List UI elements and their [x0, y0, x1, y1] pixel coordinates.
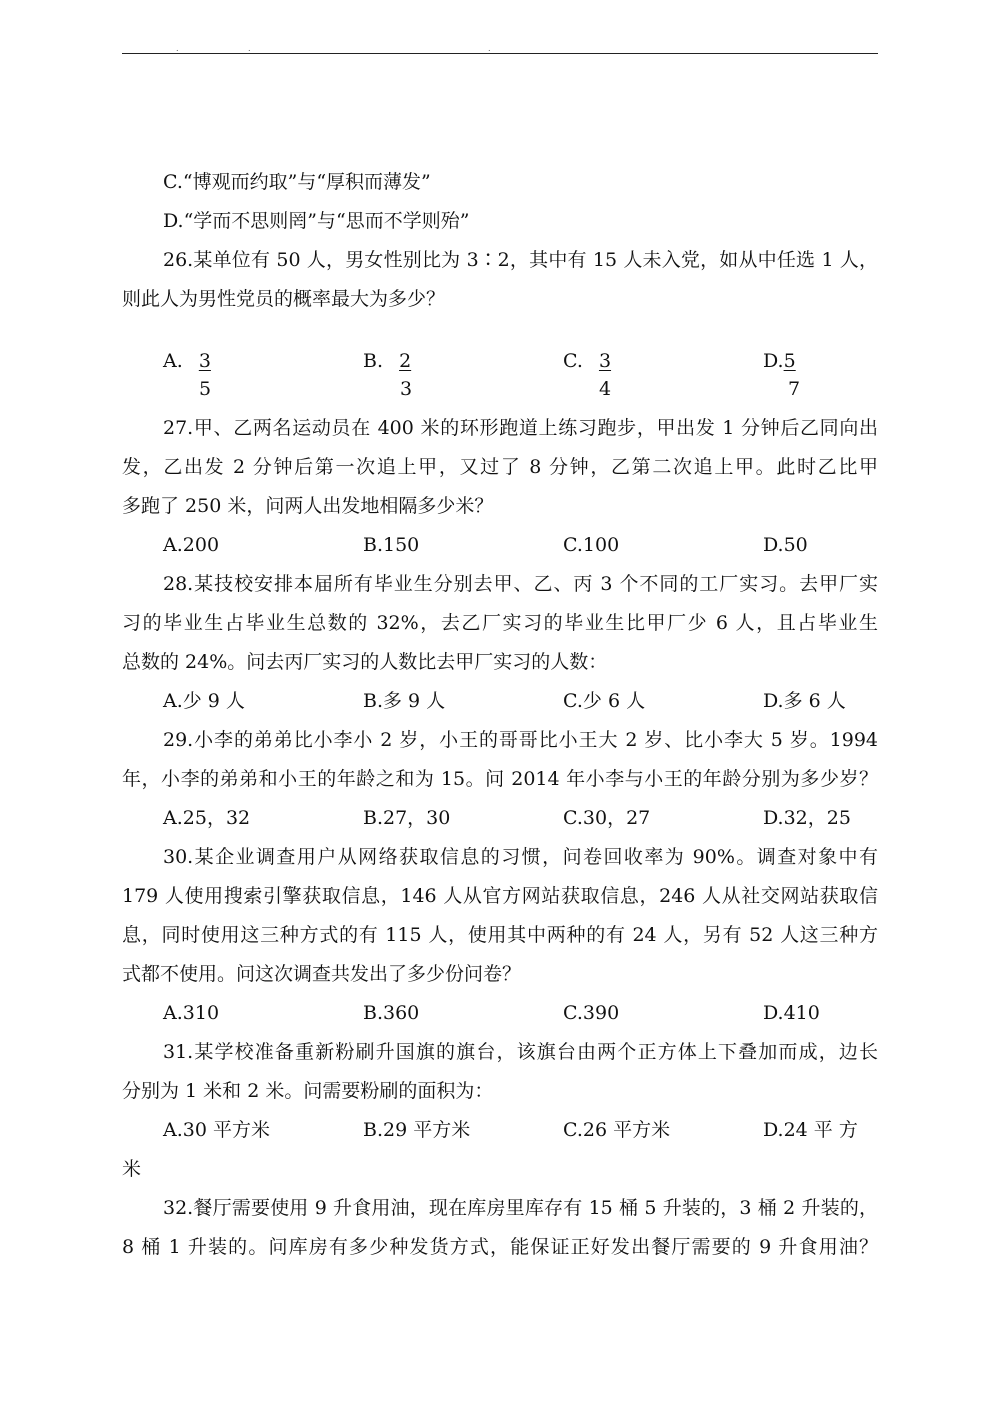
q30-option-a: A.310 [163, 1002, 220, 1024]
q29-option-a: A.25，32 [163, 807, 251, 829]
q31-line: 分别为 1 米和 2 米。问需要粉刷的面积为： [122, 1080, 494, 1102]
q30-line: 30.某企业调查用户从网络获取信息的习惯，问卷回收率为 90%。调查对象中有 [163, 846, 878, 868]
q27-line: 多跑了 250 米，问两人出发地相隔多少米？ [122, 495, 494, 517]
q28-option-b: B.多 9 人 [363, 690, 446, 712]
q27-option-d: D.50 [763, 534, 808, 556]
q31-line: 31.某学校准备重新粉刷升国旗的旗台，该旗台由两个正方体上下叠加而成，边长 [163, 1041, 878, 1063]
fraction-denominator: 4 [599, 378, 612, 400]
option-label: D. [763, 350, 784, 372]
header-dot: . [488, 44, 491, 53]
fraction-numerator: 3 [598, 350, 612, 372]
q29-line: 29.小李的弟弟比小李小 2 岁，小王的哥哥比小王大 2 岁、比小李大 5 岁。1994 [163, 729, 878, 751]
fraction-denominator: 5 [199, 378, 212, 400]
q26-option-d [763, 349, 796, 373]
q30-line: 息，同时使用这三种方式的有 115 人，使用其中两种的有 24 人，另有 52 人这三种方 [122, 924, 878, 946]
q32-line: 8 桶 1 升装的。问库房有多少种发货方式，能保证正好发出餐厅需要的 9 升食用油？ [122, 1236, 878, 1258]
q31-option-a: A.30 平方米 [163, 1119, 270, 1141]
q31-option-d: D.24 平 方 [763, 1119, 858, 1141]
q27-option-c: C.100 [563, 534, 620, 556]
q26-option-c [563, 349, 611, 373]
q26-line: 26.某单位有 50 人，男女性别比为 3∶2，其中有 15 人未入党，如从中任选 1 人， [163, 249, 878, 271]
option-label: C. [563, 350, 583, 372]
q27-option-a: A.200 [163, 534, 220, 556]
q30-option-b: B.360 [363, 1002, 420, 1024]
fraction-numerator: 2 [399, 350, 412, 372]
header-dot: . [248, 44, 251, 53]
header-dot: . [176, 44, 179, 53]
q29-option-c: C.30，27 [563, 807, 651, 829]
q31-option-c: C.26 平方米 [563, 1119, 671, 1141]
q27-option-b: B.150 [363, 534, 420, 556]
q26-line: 则此人为男性党员的概率最大为多少？ [122, 288, 446, 310]
q28-line: 习的毕业生占毕业生总数的 32%，去乙厂实习的毕业生比甲厂少 6 人，且占毕业生 [122, 612, 878, 634]
q26-option-a [163, 349, 211, 373]
fraction-denominator: 3 [400, 378, 413, 400]
q30-line: 179 人使用搜索引擎获取信息，146 人从官方网站获取信息，246 人从社交网站获取信 [122, 885, 878, 907]
q29-option-d: D.32，25 [763, 807, 851, 829]
q26-option-b [363, 349, 411, 373]
fraction-numerator: 3 [198, 350, 211, 372]
q27-line: 发，乙出发 2 分钟后第一次追上甲，又过了 8 分钟，乙第二次追上甲。此时乙比甲 [122, 456, 878, 478]
q27-line: 27.甲、乙两名运动员在 400 米的环形跑道上练习跑步，甲出发 1 分钟后乙同向出 [163, 417, 878, 439]
option-label: A. [163, 350, 183, 372]
q31-option-b: B.29 平方米 [363, 1119, 471, 1141]
q25-option-d: D.“学而不思则罔”与“思而不学则殆” [163, 210, 470, 232]
q25-option-c: C.“博观而约取”与“厚积而薄发” [163, 171, 431, 193]
q30-line: 式都不使用。问这次调查共发出了多少份问卷？ [122, 963, 522, 985]
fraction-numerator: 5 [783, 350, 796, 372]
q28-option-c: C.少 6 人 [563, 690, 646, 712]
q28-line: 28.某技校安排本届所有毕业生分别去甲、乙、丙 3 个不同的工厂实习。去甲厂实 [163, 573, 878, 595]
q30-option-c: C.390 [563, 1002, 620, 1024]
q32-line: 32.餐厅需要使用 9 升食用油，现在库房里库存有 15 桶 5 升装的，3 桶 2 升装的， [163, 1197, 878, 1219]
q28-option-a: A.少 9 人 [163, 690, 245, 712]
option-label: B. [363, 350, 384, 372]
q29-option-b: B.27，30 [363, 807, 451, 829]
q29-line: 年，小李的弟弟和小王的年龄之和为 15。问 2014 年小李与小王的年龄分别为多少岁？ [122, 768, 878, 790]
q30-option-d: D.410 [763, 1002, 820, 1024]
q31-option-d-wrap: 米 [122, 1158, 142, 1180]
q28-option-d: D.多 6 人 [763, 690, 846, 712]
fraction-denominator: 7 [788, 378, 801, 400]
q28-line: 总数的 24%。问去丙厂实习的人数比去甲厂实习的人数： [122, 651, 608, 673]
header-rule [122, 53, 878, 54]
